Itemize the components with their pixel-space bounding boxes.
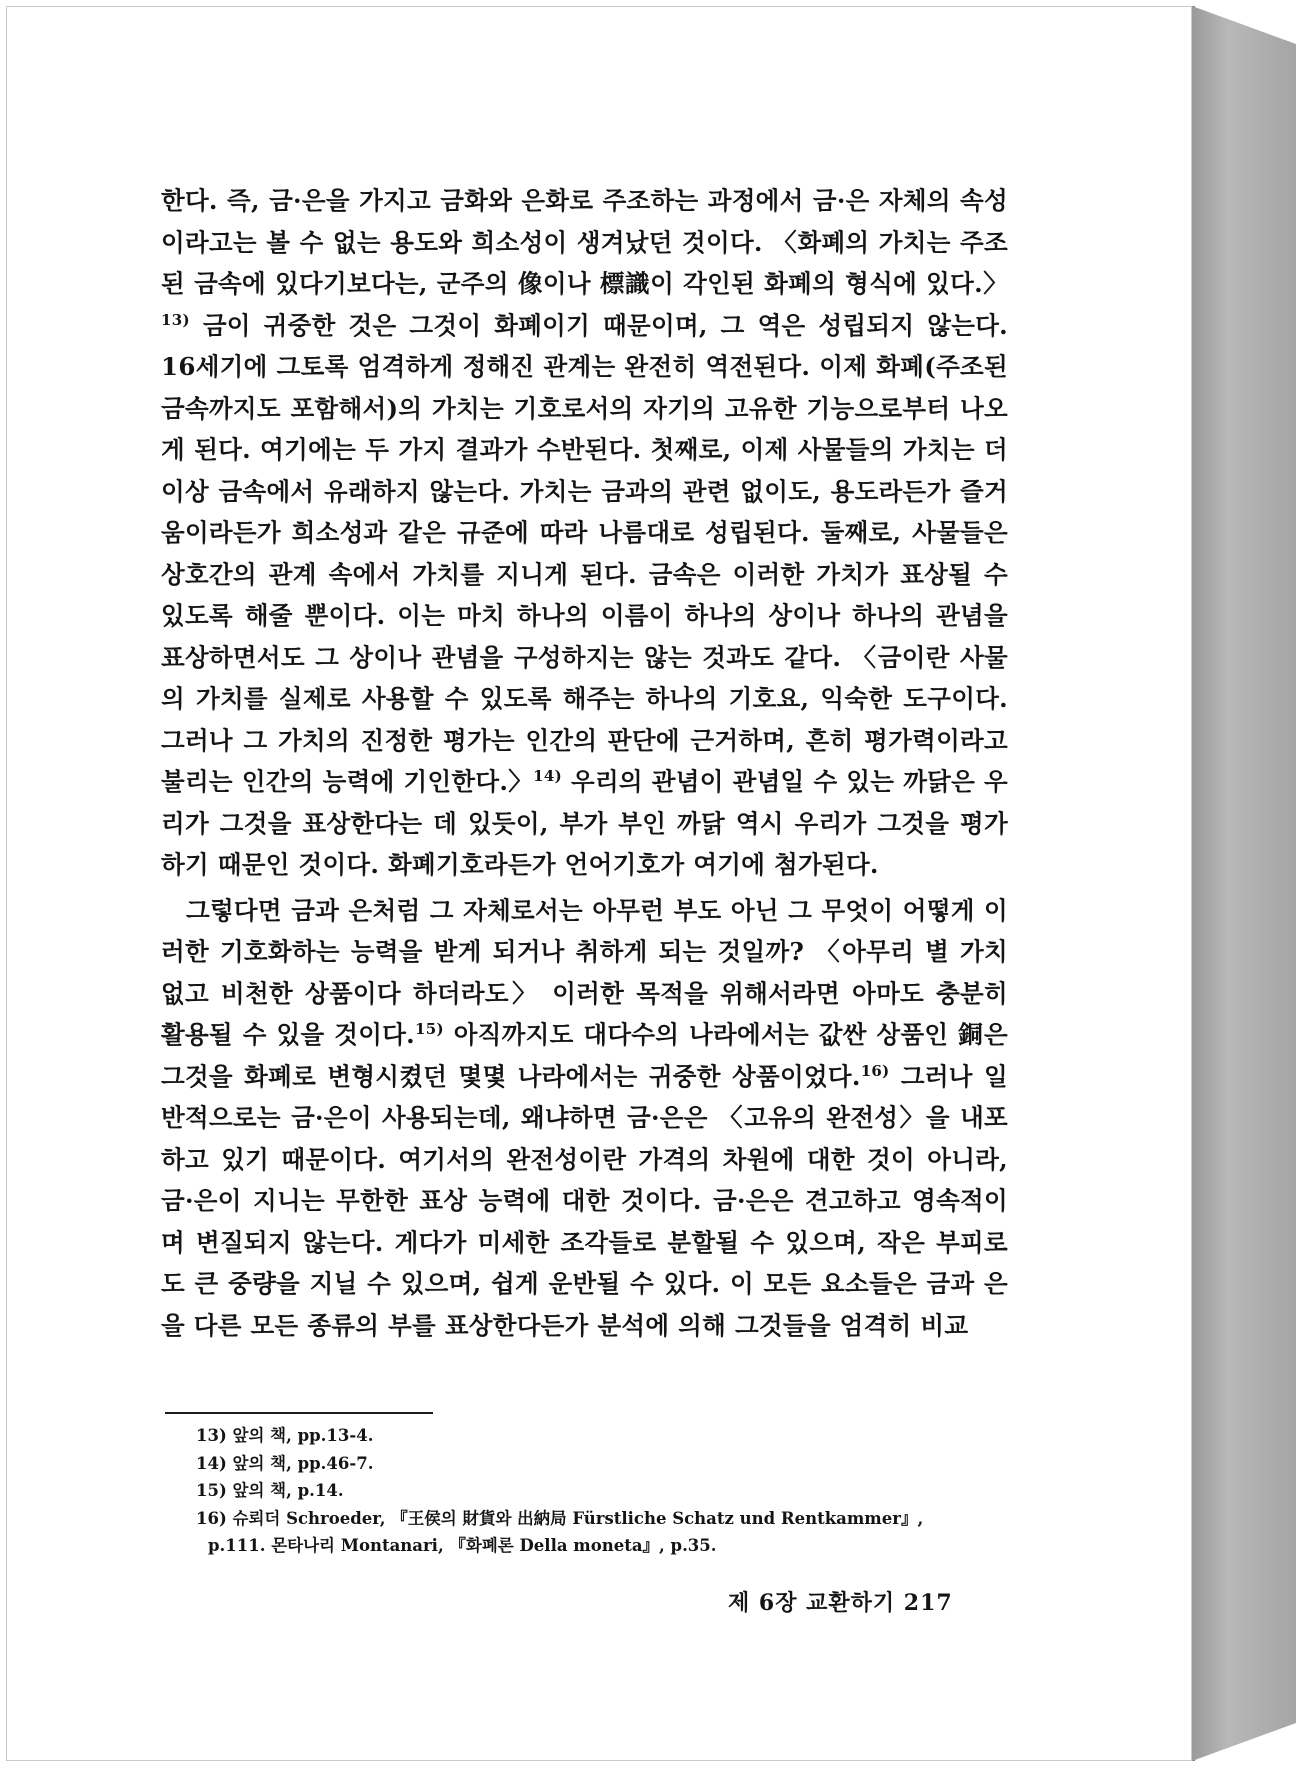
footnotes [196,1422,1016,1560]
footnote-ref-16[interactable]: 16) [860,1061,890,1080]
footnote-13 [196,1422,1016,1450]
para1-text-c: 우리의 관념이 관념일 수 있는 까닭은 우리가 그것을 표상한다는 데 있듯이, 부가 부인 까닭 역시 우리가 그것을 평가하기 때문인 것이다. 화폐기호라든가 언어기호가 여기에 첨가된다. [161,767,1008,879]
footnote-number: 16) [196,1508,227,1528]
paragraph-1 [161,180,1008,886]
para2-text-a: 그렇다면 금과 은처럼 그 자체로서는 아무런 부도 아닌 그 무엇이 어떻게 이러한 기호화하는 능력을 받게 되거나 취하게 되는 것일까? 〈아무리 별 가치 없고 비천한 상품이다 하더라도〉 이러한 목적을 위해서라면 아마도 충분히 활용될 수 있을 것이다. [161,895,1008,1049]
footnote-15 [196,1477,1016,1505]
para2-text-c: 그러나 일반적으로는 금·은이 사용되는데, 왜냐하면 금·은은 〈고유의 완전성〉을 내포하고 있기 때문이다. 여기서의 완전성이란 가격의 차원에 대한 것이 아니라, 금·은이 지니는 무한한 표상 능력에 대한 것이다. 금·은은 견고하고 영속적이며 변질되지 않는다. 게다가 미세한 조각들로 분할될 수 있으며, 작은 부피로도 큰 중량을 지닐 수 있으며, 쉽게 운반될 수 있다. 이 모든 요소들은 금과 은을 다른 모든 종류의 부를 표상한다든가 분석에 의해 그것들을 엄격히 비교 [161,1061,1008,1340]
footnote-text: p.111. 몬타나리 Montanari, 『화폐론 Della moneta』, p.35. [208,1536,717,1555]
footnote-ref-14[interactable]: 14) [533,767,563,785]
paragraph-2 [161,890,1008,1347]
footnote-text: 앞의 책, p.14. [232,1481,344,1500]
footnote-number: 13) [196,1426,227,1445]
running-footer-page-number: 제 6장 교환하기 217 [728,1590,953,1616]
footnote-text: 앞의 책, pp.13-4. [232,1426,374,1445]
footnote-number: 14) [196,1453,227,1473]
para1-text-b: 금이 귀중한 것은 그것이 화폐이기 때문이며, 그 역은 성립되지 않는다. 16세기에 그토록 엄격하게 정해진 관계는 완전히 역전된다. 이제 화폐(주조된 금속까지도 포함해서)의 가치는 기호로서의 자기의 고유한 기능으로부터 나오게 된다. 여기에는 두 가지 결과가 수반된다. 첫째로, 이제 사물들의 가치는 더이상 금속에서 유래하지 않는다. 가치는 금과의 관련 없이도, 용도라든가 즐거움이라든가 희소성과 같은 규준에 따라 나름대로 성립된다. 둘째로, 사물들은 상호간의 관계 속에서 가치를 지니게 된다. 금속은 이러한 가치가 표상될 수 있도록 해줄 뿐이다. 이는 마치 하나의 이름이 하나의 상이나 하나의 관념을 표상하면서도 그 상이나 관념을 구성하지는 않는 것과도 같다. 〈금이란 사물의 가치를 실제로 사용할 수 있도록 해주는 하나의 기호요, 익숙한 도구이다. 그러나 그 가치의 진정한 평가는 인간의 판단에 근거하며, 흔히 평가력이라고 불리는 인간의 능력에 기인한다.〉 [161,310,1008,796]
footnote-16 [196,1505,1016,1533]
footnote-number: 15) [196,1481,227,1500]
footnote-16-continued [196,1532,1016,1560]
footnote-ref-15[interactable]: 15) [415,1020,444,1038]
para1-text-a: 한다. 즉, 금·은을 가지고 금화와 은화로 주조하는 과정에서 금·은 자체의 속성이라고는 볼 수 없는 용도와 희소성이 생겨났던 것이다. 〈화폐의 가치는 주조된 금속에 있다기보다는, 군주의 像이나 標識이 각인된 화폐의 형식에 있다.〉 [161,186,1008,298]
footnote-divider [165,1412,433,1414]
footnote-14 [196,1450,1016,1478]
para2-text-b: 아직까지도 대다수의 나라에서는 값싼 상품인 銅은 그것을 화폐로 변형시켰던 몇몇 나라에서는 귀중한 상품이었다. [161,1020,1008,1091]
body-text [161,180,1008,1346]
footnote-ref-13[interactable]: 13) [161,310,190,329]
book-side-edge [1192,6,1296,1761]
footnote-text: 슈뢰더 Schroeder, 『王侯의 財貨와 出納局 Fürstliche Schatz und Rentkammer』, [232,1508,924,1528]
footnote-text: 앞의 책, pp.46-7. [232,1453,374,1473]
